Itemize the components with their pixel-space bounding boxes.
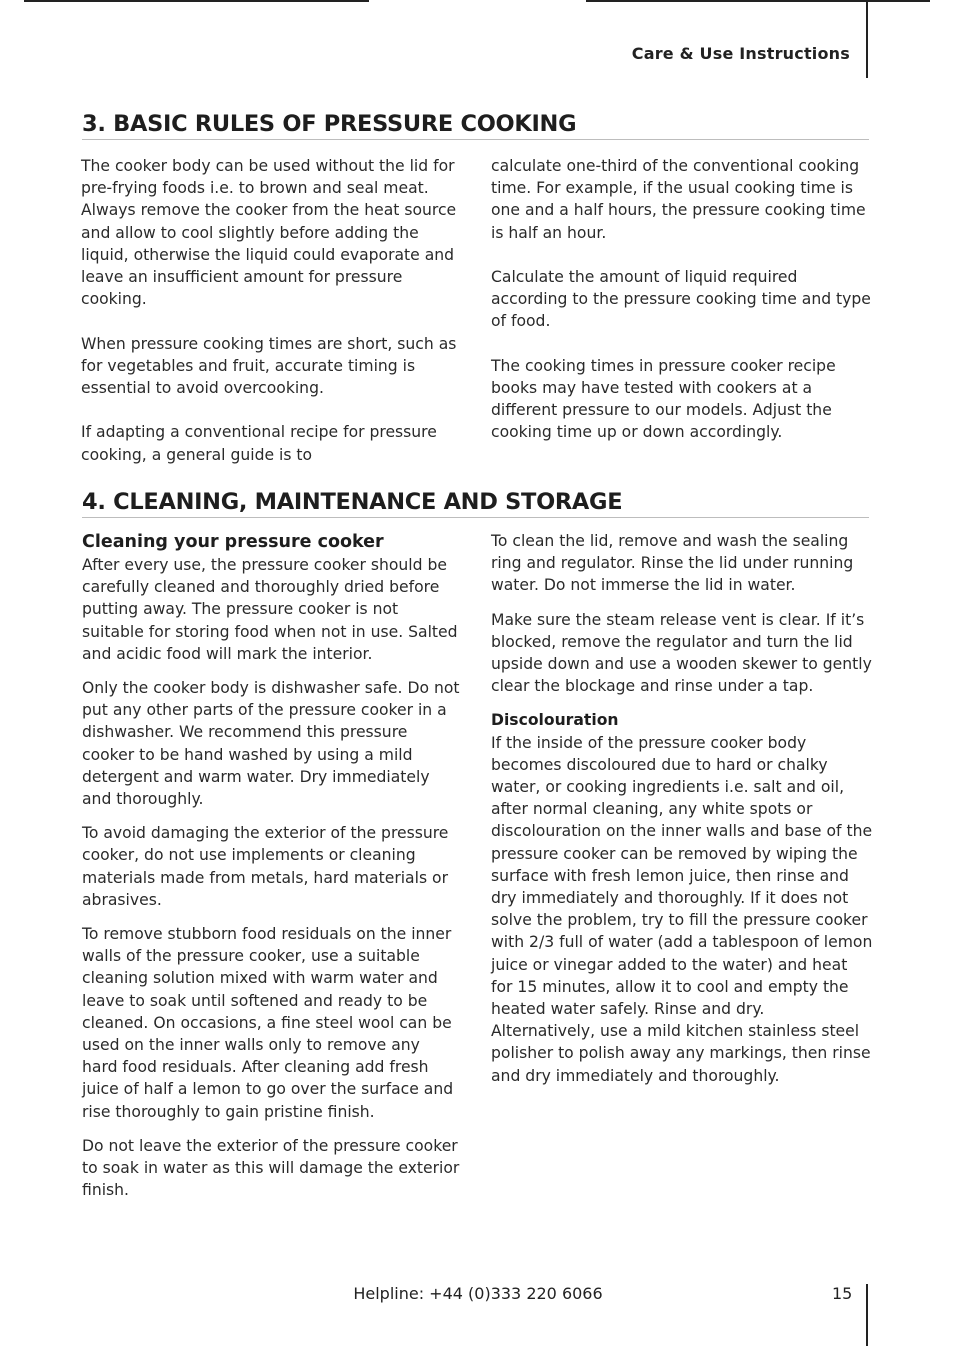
section-4-right-column xyxy=(491,530,873,1099)
top-rule-left xyxy=(24,0,369,2)
paragraph: Calculate the amount of liquid required according to the pressure cooking time and type of food. xyxy=(491,268,871,331)
paragraph: After every use, the pressure cooker should be carefully cleaned and thoroughly dried before putting away. The pressure cooker is not suitable for storing food when not in use. Salted and acidic food will mark the interior. xyxy=(82,556,458,663)
header-title: Care & Use Instructions xyxy=(631,44,850,63)
page-number: 15 xyxy=(832,1284,853,1303)
paragraph: Do not leave the exterior of the pressure cooker to soak in water as this will damage the exterior finish. xyxy=(82,1136,460,1200)
subheading-discolouration: Discolouration xyxy=(491,711,619,730)
helpline: Helpline: +44 (0)333 220 6066 xyxy=(353,1284,603,1303)
paragraph: If adapting a conventional recipe for pressure cooking, a general guide is to xyxy=(81,423,437,464)
paragraph: To clean the lid, remove and wash the sealing ring and regulator. Rinse the lid under running water. Do not immerse the lid in water. xyxy=(491,532,854,595)
section-4-left-column xyxy=(82,530,460,1213)
paragraph: calculate one-third of the conventional cooking time. For example, if the usual cooking time is one and a half hours, the pressure cooking time is half an hour. xyxy=(491,157,866,242)
paragraph: The cooker body can be used without the lid for pre-frying foods i.e. to brown and seal meat. Always remove the cooker from the heat source and allow to cool slightly before adding the liquid, otherwise the liquid could evaporate and leave an insufficient amount for pressure cooking. xyxy=(81,157,457,309)
top-rule-right xyxy=(586,0,930,2)
paragraph: Make sure the steam release vent is clear. If it’s blocked, remove the regulator and turn the lid upside down and use a wooden skewer to gently clear the blockage and rinse under a tap. xyxy=(491,610,872,696)
paragraph: When pressure cooking times are short, such as for vegetables and fruit, accurate timing is essential to avoid overcooking. xyxy=(81,334,457,398)
section-3-title: 3. BASIC RULES OF PRESSURE COOKING xyxy=(82,109,869,140)
header-vertical-bar xyxy=(866,0,868,78)
paragraph: The cooking times in pressure cooker recipe books may have tested with cookers at a different pressure to our models. Adjust the cooking time up or down accordingly. xyxy=(491,356,836,442)
section-3-left-column xyxy=(81,155,463,488)
paragraph: To avoid damaging the exterior of the pressure cooker, do not use implements or cleaning materials made from metals, hard materials or abrasives. xyxy=(82,824,449,909)
section-4-title: 4. CLEANING, MAINTENANCE AND STORAGE xyxy=(82,487,869,518)
section-3-right-column xyxy=(491,155,873,466)
paragraph: If the inside of the pressure cooker body becomes discoloured due to hard or chalky water, or cooking ingredients i.e. salt and oil, after normal cleaning, any white spots or discolouration on the inner walls and base of the pressure cooker can be removed by wiping the surface with fresh lemon juice, then rinse and dry immediately and thoroughly. If it does not solve the problem, try to fill the pressure cooker with 2/3 full of water (add a tablespoon of lemon juice or vinegar added to the water) and heat for 15 minutes, allow it to cool and empty the heated water safely. Rinse and dry. Alternatively, use a mild kitchen stainless steel polisher to polish away any markings, then rinse and dry immediately and thoroughly. xyxy=(491,733,873,1085)
paragraph: Only the cooker body is dishwasher safe. Do not put any other parts of the pressure cooker in a dishwasher. We recommend this pressure cooker to be hand washed by using a mild detergent and warm water. Dry immediately and thoroughly. xyxy=(82,679,460,809)
subheading-cleaning: Cleaning your pressure cooker xyxy=(82,532,384,552)
paragraph: To remove stubborn food residuals on the inner walls of the pressure cooker, use a suitable cleaning solution mixed with warm water and leave to soak until softened and ready to be cleaned. On occasions, a fine steel wool can be used on the inner walls only to remove any hard food residuals. After cleaning add fresh juice of half a lemon to go over the surface and rise thoroughly to gain pristine finish. xyxy=(82,925,454,1121)
